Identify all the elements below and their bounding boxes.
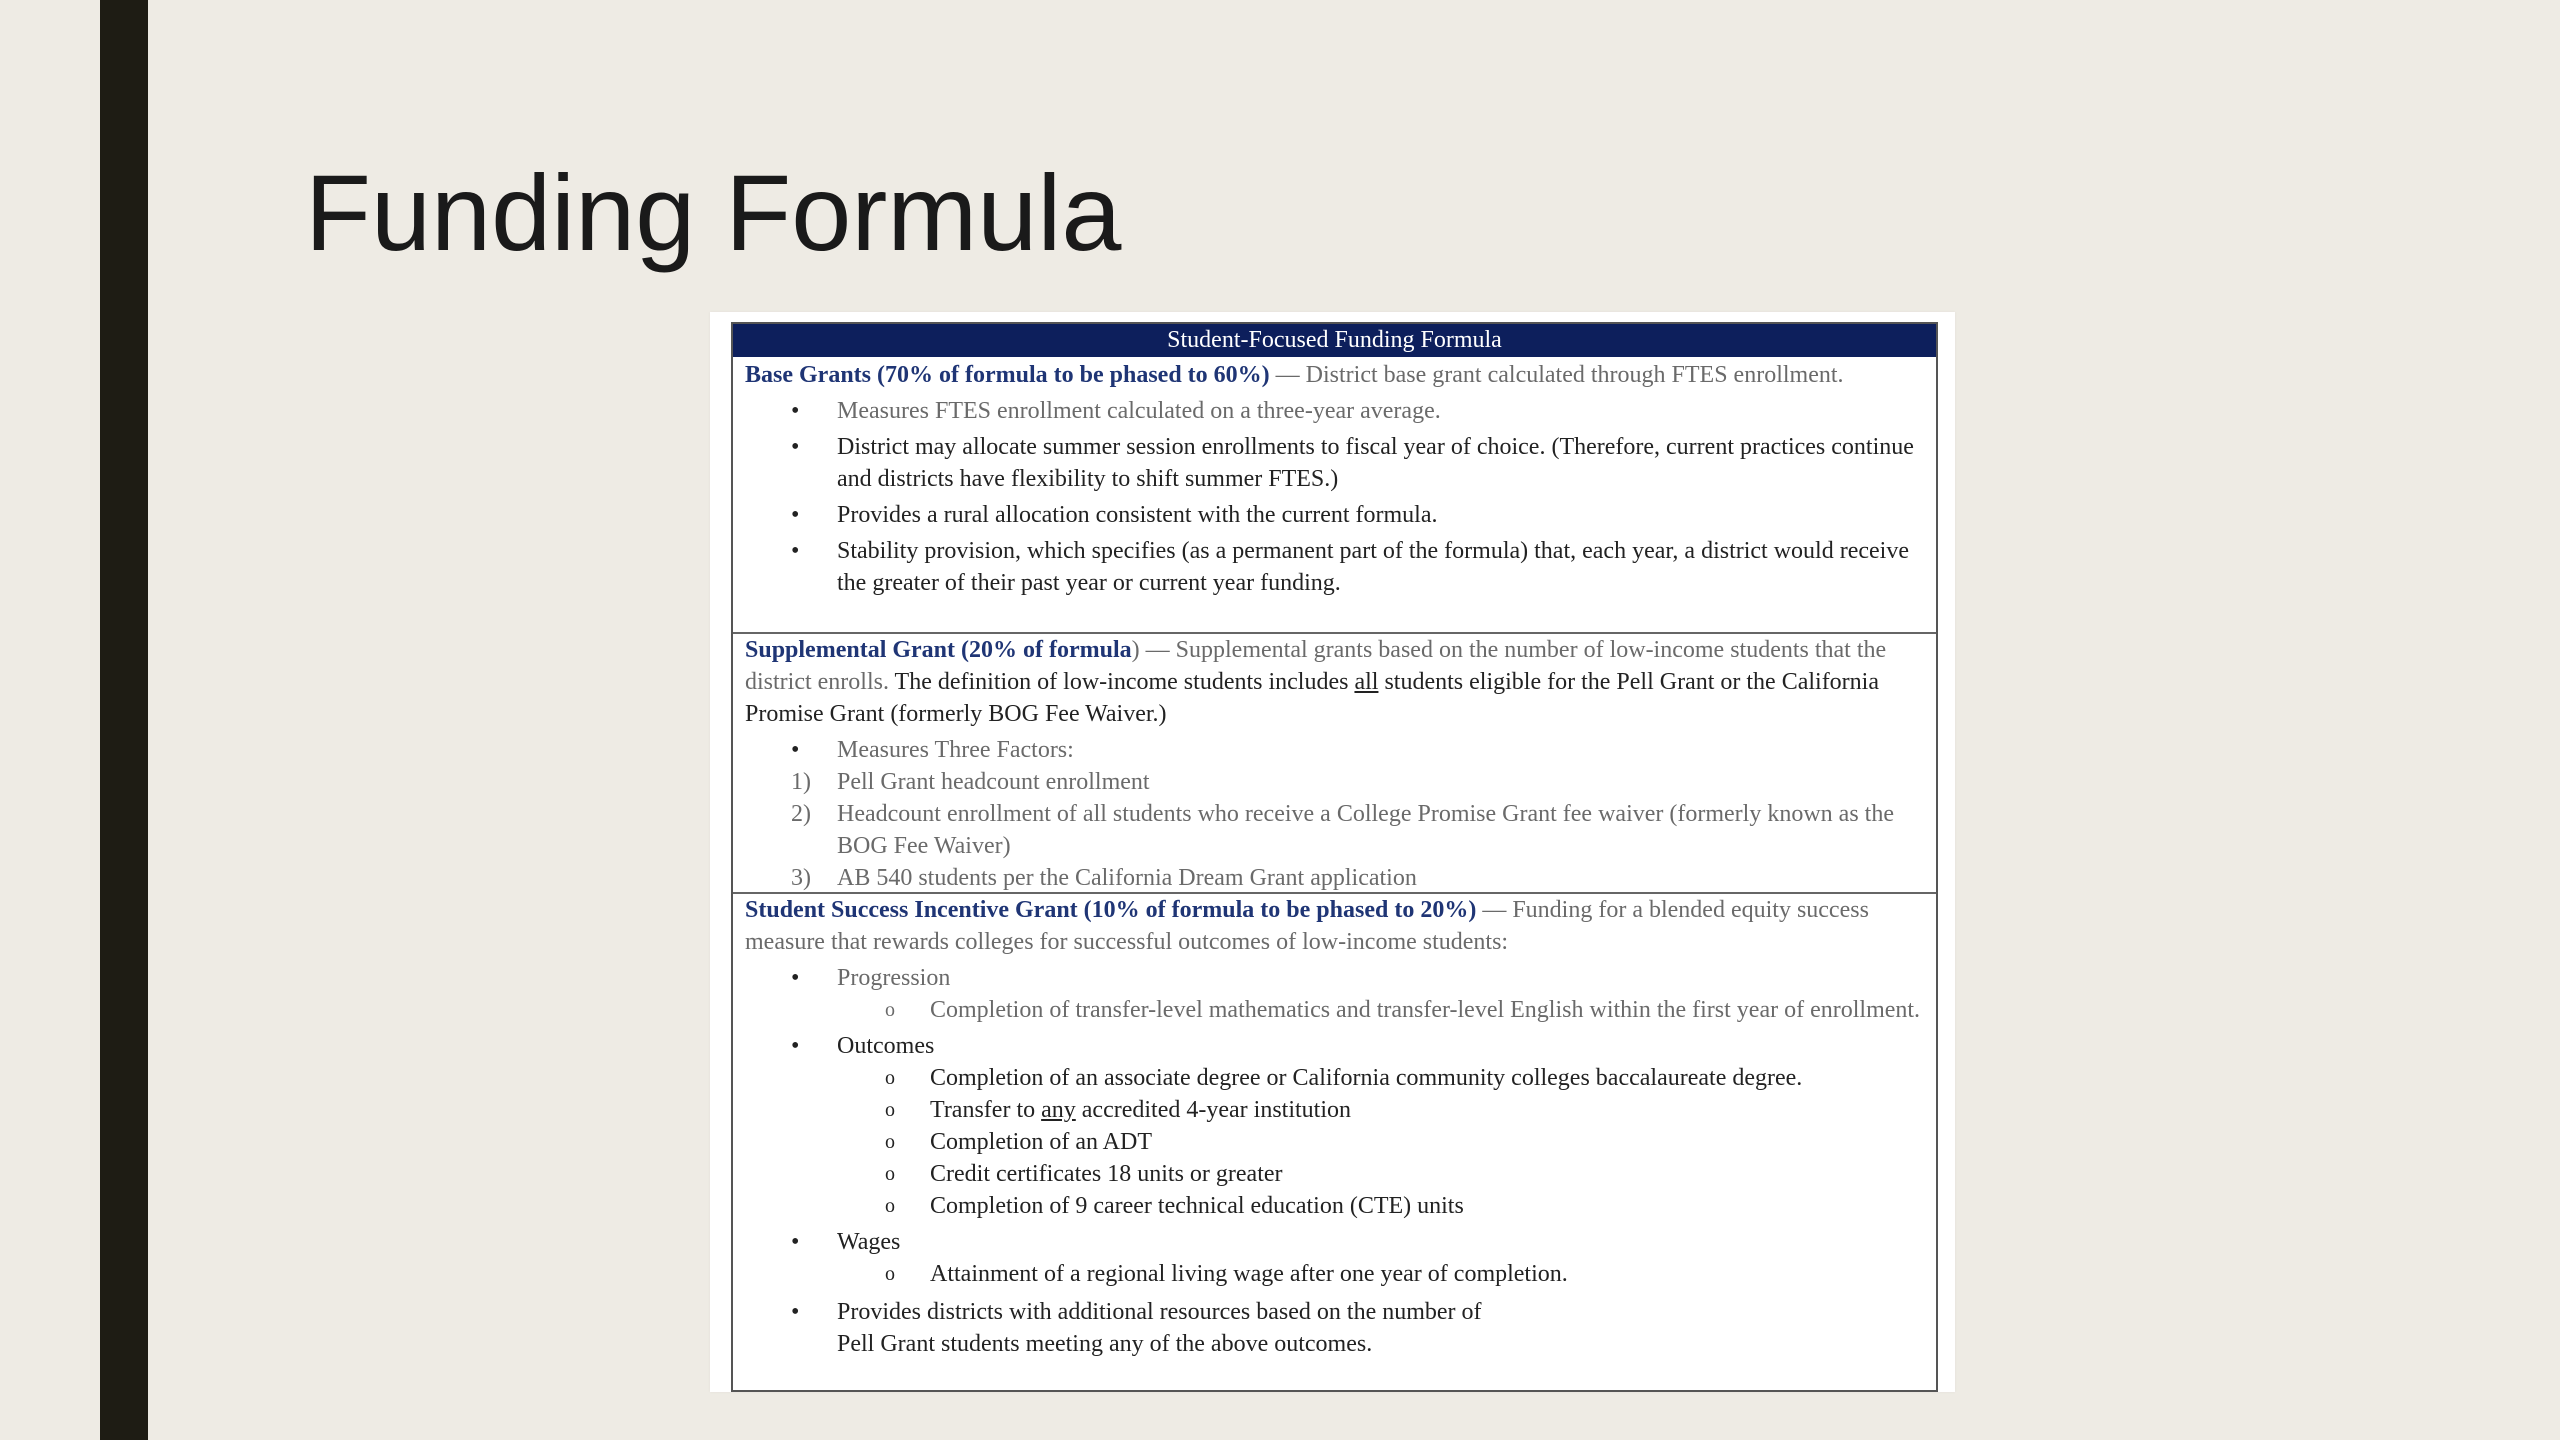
slide-title: Funding Formula (305, 152, 1122, 273)
progression-highlight (745, 962, 1926, 1026)
supplemental-grant-intro: Supplemental Grant (20% of formula) — Supplemental grants based on the number of low-income students that the district enrolls. The definition of low-income students includes all students eligible for the Pell Grant or the California Promise Grant (formerly BOG Fee Waiver.) (745, 637, 1887, 727)
list-item: o Completion of transfer-level mathematics and transfer-level English within the first year of enrollment. (885, 997, 1921, 1023)
student-success-section (733, 892, 1936, 1360)
document-image (710, 312, 1955, 1392)
list-item: o Transfer to any accredited 4-year institution (885, 1097, 1351, 1123)
list-item: o Attainment of a regional living wage after one year of completion. (885, 1261, 1568, 1287)
slide-left-accent-bar (100, 0, 148, 1440)
base-grants-section (733, 357, 1936, 632)
progression-item: • Progression (791, 965, 951, 991)
list-item: o Completion of an associate degree or California community colleges baccalaureate degree. (885, 1065, 1803, 1091)
additional-resources-item: • Provides districts with additional resources based on the number of Pell Grant students meeting any of the above outcomes. (791, 1299, 1482, 1357)
list-item: 3) AB 540 students per the California Dream Grant application (791, 865, 1417, 891)
supplemental-grant-heading: Supplemental Grant (20% of formula (745, 637, 1132, 663)
base-grants-list (745, 395, 1926, 599)
list-item: 1) Pell Grant headcount enrollment (791, 769, 1150, 795)
list-item: • Stability provision, which specifies (as a permanent part of the formula) that, each year, a district would receive the greater of their past year or current year funding. (791, 538, 1909, 596)
base-grants-intro: Base Grants (70% of formula to be phased to 60%) — District base grant calculated through FTES enrollment. (745, 362, 1844, 388)
list-item: o Credit certificates 18 units or greater (885, 1161, 1283, 1187)
supplemental-factors-list (745, 734, 1926, 766)
list-item: 2) Headcount enrollment of all students who receive a College Promise Grant fee waiver (formerly known as the BOG Fee Waiver) (791, 801, 1894, 859)
table-header: Student-Focused Funding Formula (733, 324, 1936, 357)
student-success-intro: Student Success Incentive Grant (10% of formula to be phased to 20%) — Funding for a blended equity success measure that rewards colleges for successful outcomes of low-income students: (745, 897, 1869, 955)
list-item: • Measures Three Factors: (791, 737, 1074, 763)
student-success-heading: Student Success Incentive Grant (10% of formula to be phased to 20%) (745, 897, 1477, 923)
base-grants-heading: Base Grants (70% of formula to be phased to 60%) (745, 362, 1270, 388)
supplemental-numbered-list (745, 766, 1926, 894)
outcomes-item: • Outcomes (791, 1033, 935, 1059)
list-item: • Measures FTES enrollment calculated on a three-year average. (791, 398, 1441, 424)
list-item: o Completion of an ADT (885, 1129, 1152, 1155)
wages-item: • Wages (791, 1229, 901, 1255)
list-item: • District may allocate summer session enrollments to fiscal year of choice. (Therefore, current practices continue and districts have flexibility to shift summer FTES.) (791, 434, 1914, 492)
supplemental-grant-section (733, 632, 1936, 892)
list-item: • Provides a rural allocation consistent with the current formula. (791, 502, 1438, 528)
list-item: o Completion of 9 career technical education (CTE) units (885, 1193, 1464, 1219)
funding-formula-table (731, 322, 1938, 1392)
